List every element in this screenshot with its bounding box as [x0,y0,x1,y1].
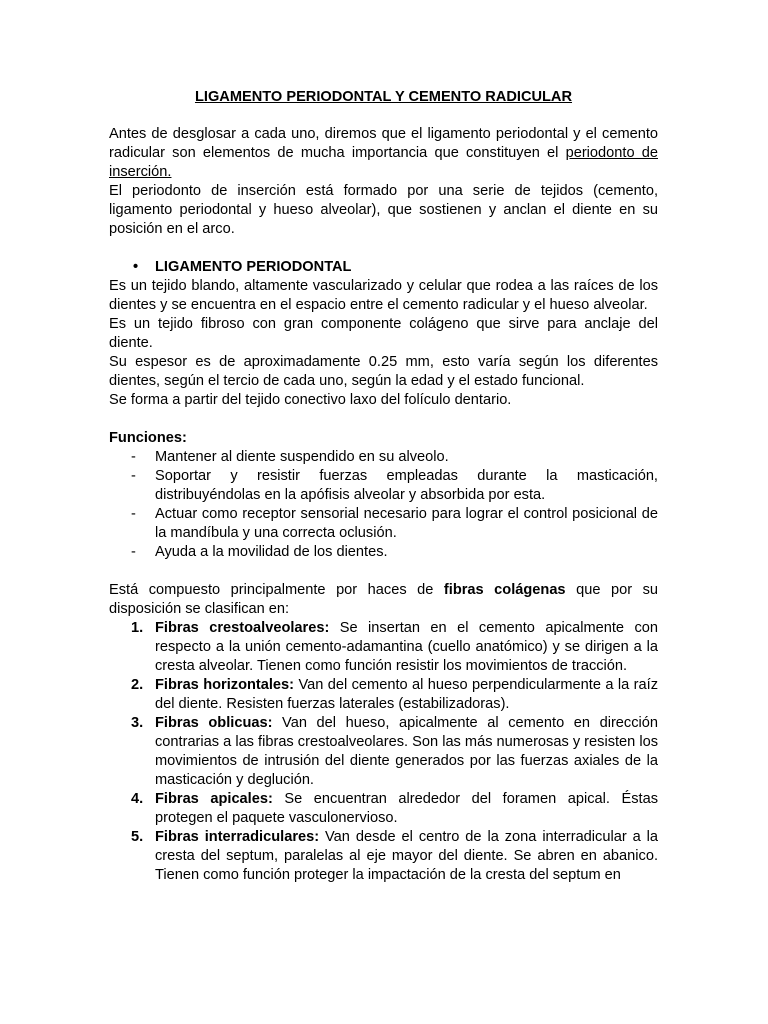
list-item [109,714,658,790]
bullet-icon: • [133,259,139,275]
list-item-text [155,790,658,828]
intro-paragraph-1 [109,125,658,182]
section-paragraph: Es un tejido blando, altamente vascularizado y celular que rodea a las raíces de los dientes y se encuentra en el espacio entre el cemento radicular y el hueso alveolar. [109,278,658,313]
dash-icon: - [131,468,136,484]
list-number: 5. [131,829,144,845]
list-item [109,505,658,543]
fiber-description: Van desde el centro de la zona interradicular a la cresta del septum, paralelas al eje mayor del diente. Se abren en abanico. Tienen como función proteger la impactación de la cresta del septum en [155,829,659,883]
list-item [109,543,658,562]
fiber-description: Van del cemento al hueso perpendicularmente a la raíz del diente. Resisten fuerzas laterales (estabilizadoras). [155,677,658,712]
list-item-text: Soportar y resistir fuerzas empleadas durante la masticación, distribuyéndolas en la apófisis alveolar y absorbida por esta. [155,468,658,503]
list-number: 4. [131,791,144,807]
list-item [109,828,658,885]
list-item [109,676,658,714]
dash-icon: - [131,449,136,465]
composition-bold-term: fibras colágenas [443,582,566,598]
composition-paragraph [109,581,658,619]
page-title: LIGAMENTO PERIODONTAL Y CEMENTO RADICULAR [194,89,573,105]
list-number: 2. [131,677,144,693]
section-paragraph: Su espesor es de aproximadamente 0.25 mm, esto varía según los diferentes dientes, según el tercio de cada uno, según la edad y el estado funcional. [109,354,658,389]
fiber-name: Fibras horizontales: [155,677,295,693]
list-item-text: Ayuda a la movilidad de los dientes. [155,544,388,560]
list-item [109,448,658,467]
list-item-text: Mantener al diente suspendido en su alveolo. [155,449,449,465]
fiber-name: Fibras apicales: [155,791,273,807]
list-item-text: Actuar como receptor sensorial necesario para lograr el control posicional de la mandíbula y una correcta oclusión. [155,506,658,541]
funciones-list [109,448,658,562]
document-body [109,88,658,885]
intro-paragraph-2: El periodonto de inserción está formado por una serie de tejidos (cemento, ligamento periodontal y hueso alveolar), que sostienen y anclan el diente en su posición en el arco. [109,183,658,237]
list-item-text [155,828,658,885]
fiber-description: Se insertan en el cemento apicalmente con respecto a la unión cemento-adamantina (cuello anatómico) y se dirigen a la cresta alveolar. Tienen como función resistir los movimientos de tracción. [155,620,658,674]
spacer [109,562,658,581]
dash-icon: - [131,544,136,560]
fiber-description: Se encuentran alrededor del foramen apical. Éstas protegen el paquete vasculonervioso. [155,791,658,826]
dash-icon: - [131,506,136,522]
fiber-name: Fibras crestoalveolares: [155,620,330,636]
spacer [109,239,658,258]
list-number: 3. [131,715,144,731]
funciones-heading: Funciones: [109,430,187,446]
list-item-text [155,619,658,676]
section-heading [133,258,658,277]
intro-section [109,125,658,239]
composition-text: que por su disposición se clasifican en: [109,582,658,617]
section-heading-text: LIGAMENTO PERIODONTAL [155,259,352,275]
section-paragraph: Se forma a partir del tejido conectivo laxo del folículo dentario. [109,392,512,408]
list-item-text [155,714,658,790]
fibras-list [109,619,658,885]
spacer [109,410,658,429]
section-paragraph: Es un tejido fibroso con gran componente colágeno que sirve para anclaje del diente. [109,316,658,351]
list-number: 1. [131,620,144,636]
fiber-name: Fibras interradiculares: [155,829,320,845]
list-item-text [155,676,658,714]
fiber-description: Van del hueso, apicalmente al cemento en dirección contrarias a las fibras crestoalveolares. Son las más numerosas y resisten los movimientos de intrusión del diente generados por las fuerzas axiales de la masticación y deglución. [155,715,658,788]
list-item [109,619,658,676]
intro-underlined-term: periodonto de inserción. [109,145,658,180]
intro-text: Antes de desglosar a cada uno, diremos que el ligamento periodontal y el cemento radicular son elementos de mucha importancia que constituyen el [109,126,658,161]
list-item [109,467,658,505]
composition-text: Está compuesto principalmente por haces de [109,582,434,598]
fiber-name: Fibras oblicuas: [155,715,273,731]
list-item [109,790,658,828]
